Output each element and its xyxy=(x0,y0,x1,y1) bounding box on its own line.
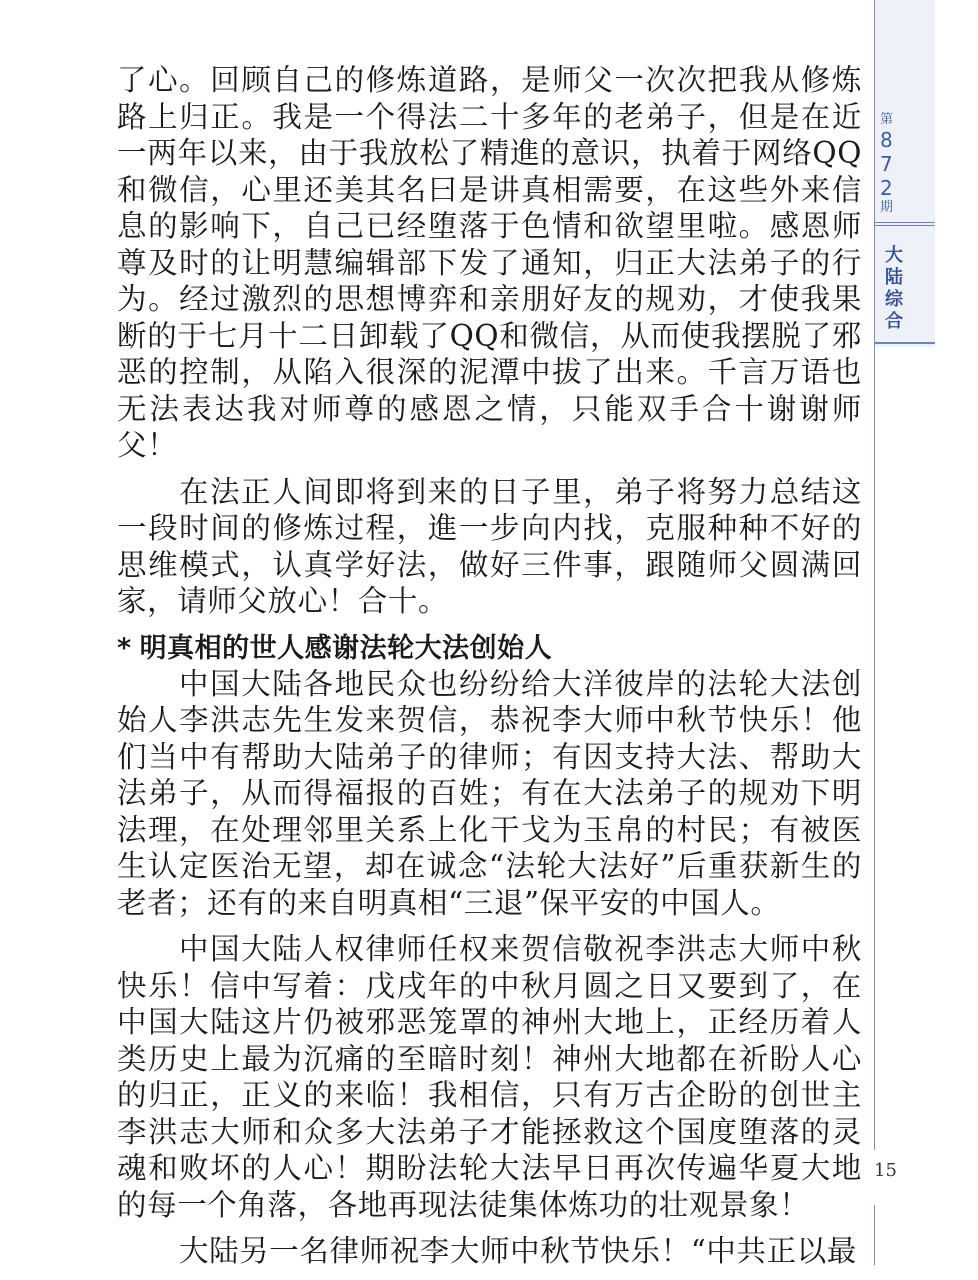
section-divider-bottom xyxy=(875,342,935,344)
paragraph: 大陆另一名律师祝李大师中秋节快乐！“中共正以最 xyxy=(179,1234,857,1268)
issue-digit: 8 xyxy=(880,128,893,152)
page-number: 15 xyxy=(874,1160,897,1181)
section-label-char: 陆 xyxy=(885,267,903,288)
issue-prefix: 第 xyxy=(880,112,894,127)
issue-digit: 7 xyxy=(880,152,893,176)
section-label-char: 综 xyxy=(885,289,903,310)
section-divider-top xyxy=(875,222,935,226)
sidebar xyxy=(874,0,935,1265)
paragraph: 中国大陆人权律师任权来贺信敬祝李洪志大师中秋快乐！信中写着：戊戌年的中秋月圆之日又要到了，在中国大陆这片仍被邪恶笼罩的神州大地上，正经历着人类历史上最为沉痛的至暗时刻！神州大地都在祈盼人心的归正，正义的来临！我相信，只有万古企盼的创世主李洪志大师和众多大法弟子才能拯救这个国度堕落的灵魂和败坏的人心！期盼法轮大法早日再次传遍华夏大地的每一个角落，各地再现法徒集体炼功的壮观景象！ xyxy=(117,932,862,1222)
article-body xyxy=(117,62,862,1280)
issue-number xyxy=(880,112,930,216)
section-label xyxy=(874,245,914,333)
section-label-char: 合 xyxy=(885,311,903,332)
issue-suffix: 期 xyxy=(880,200,894,215)
bullet-asterisk: * xyxy=(117,632,132,664)
paragraph: 了心。回顾自己的修炼道路，是师父一次次把我从修炼路上归正。我是一个得法二十多年的老弟子，但是在近一两年以来，由于我放松了精進的意识，执着于网络QQ和微信，心里还美其名曰是讲真相需要，在这些外来信息的影响下，自己已经堕落于色情和欲望里啦。感恩师尊及时的让明慧编辑部下发了通知，归正大法弟子的行为。经过激烈的思想博弈和亲朋好友的规劝，才使我果断的于七月十二日卸载了QQ和微信，从而使我摆脱了邪恶的控制，从陷入很深的泥潭中拔了出来。千言万语也无法表达我对师尊的感恩之情，只能双手合十谢谢师父！ xyxy=(117,63,862,462)
sidebar-divider-line xyxy=(874,0,875,1150)
sidebar-divider-line-bottom xyxy=(874,1205,875,1265)
section-label-char: 大 xyxy=(885,245,903,266)
issue-digit: 2 xyxy=(880,176,893,200)
section-heading xyxy=(117,632,862,666)
paragraph: 中国大陆各地民众也纷纷给大洋彼岸的法轮大法创始人李洪志先生发来贺信，恭祝李大师中秋节快乐！他们当中有帮助大陆弟子的律师；有因支持大法、帮助大法弟子，从而得福报的百姓；有在大法弟子的规劝下明法理，在处理邻里关系上化干戈为玉帛的村民；有被医生认定医治无望，却在诚念“法轮大法好”后重获新生的老者；还有的来自明真相“三退”保平安的中国人。 xyxy=(117,666,862,920)
section-heading-text: 明真相的世人感谢法轮大法创始人 xyxy=(139,632,553,664)
paragraph: 在法正人间即将到来的日子里，弟子将努力总结这一段时间的修炼过程，進一步向内找，克服种种不好的思维模式，认真学好法，做好三件事，跟随师父圆满回家，请师父放心！合十。 xyxy=(117,474,862,618)
